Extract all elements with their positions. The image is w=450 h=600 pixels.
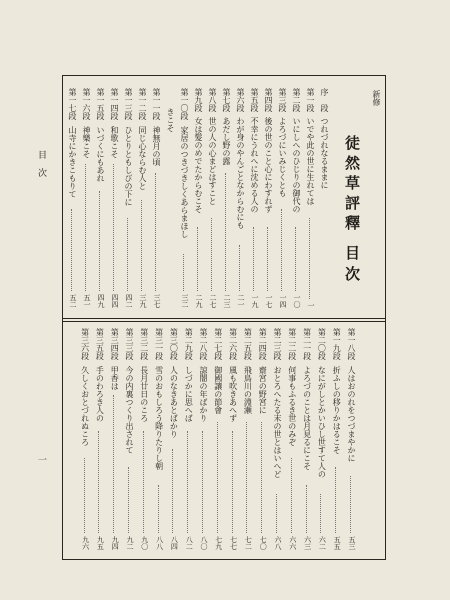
entry-label: 第二三段 — [273, 328, 282, 360]
leader-dots — [291, 458, 293, 533]
entry-title: よろづのことは月見るにこそ — [302, 366, 312, 470]
entry-label: 第三三段 — [125, 328, 134, 360]
entry-title: 長月廿日のころ — [139, 366, 149, 422]
leader-dots — [187, 431, 189, 533]
leader-dots — [143, 431, 145, 533]
entry-label: 第二四段 — [258, 328, 268, 360]
entry-page: 三九 — [139, 294, 147, 308]
entry-page: 二一 — [237, 294, 245, 308]
entry-label: 第九段 — [194, 88, 203, 112]
entry-page: 五三 — [348, 536, 356, 550]
entry-label: 第一七段 — [68, 88, 77, 120]
leader-dots — [113, 164, 115, 291]
section-divider — [62, 318, 386, 319]
entry-page: 六二 — [318, 536, 327, 550]
leader-dots — [246, 422, 248, 533]
entry-page: 三七 — [153, 294, 161, 308]
leader-dots — [155, 173, 157, 291]
entry-page: 五五 — [333, 536, 342, 550]
entry-label: 第二五段 — [243, 328, 253, 360]
entry-page: 九四 — [111, 536, 120, 550]
entry-page: 四二 — [125, 294, 133, 308]
section-divider-thin — [62, 321, 386, 322]
entry-title: 人はおのれをつづまやかに — [347, 366, 356, 462]
entry-label: 第一〇段 — [180, 88, 189, 120]
entry-title: いにしへのひじりの御代の — [292, 117, 301, 213]
entry-label: 第一八段 — [347, 328, 356, 360]
entry-title: 同じ心ならむ人と — [138, 126, 147, 190]
entry-page: 五二 — [69, 294, 77, 308]
entry-label: 第一五段 — [96, 88, 105, 120]
entry-label: 第三四段 — [110, 328, 120, 360]
contents-heading: 目次 — [343, 245, 361, 287]
entry-title: いづくにもあれ — [96, 126, 105, 182]
leader-dots — [225, 173, 227, 291]
leader-dots — [335, 467, 337, 533]
entry-label: 第三六段 — [80, 328, 90, 360]
book-title: 徒然草評釋 — [343, 135, 361, 235]
leader-dots — [85, 164, 87, 291]
entry-page: 四四 — [111, 294, 119, 308]
entry-label: 第七段 — [222, 88, 231, 112]
entry-label: 第二八段 — [199, 328, 208, 360]
leader-dots — [158, 485, 160, 533]
leader-dots — [128, 467, 130, 533]
entry-label: 第四段 — [264, 88, 273, 112]
entry-label: 第二二段 — [287, 328, 297, 360]
entry-label: 第三段 — [278, 88, 287, 112]
entry-page: 一四 — [279, 294, 287, 308]
entry-label: 第一二段 — [138, 88, 147, 120]
entry-page: 四九 — [97, 294, 105, 308]
entry-page: 八八 — [155, 536, 164, 550]
entry-title: 雪のおもしろう降りたりし朝 — [154, 366, 164, 470]
entry-label: 第二段 — [292, 88, 301, 112]
page-number: 一 — [36, 455, 46, 464]
leader-dots — [211, 218, 213, 291]
entry-label: 第二七段 — [213, 328, 223, 360]
entry-label: 第六段 — [236, 88, 245, 112]
entry-title: きこそ — [166, 108, 175, 132]
entry-title: わが身のやんごとなからむにも — [236, 117, 245, 229]
entry-label: 第三一段 — [154, 328, 164, 360]
entry-page: 七九 — [214, 536, 223, 550]
entry-title: なにがしとかいひし世すて人の — [317, 366, 327, 478]
running-head: 目 次 — [36, 150, 46, 177]
leader-dots — [261, 422, 263, 533]
entry-page: 七二 — [244, 536, 253, 550]
entry-page: 二九 — [195, 294, 203, 308]
entry-title: 風も吹きあへず — [228, 366, 238, 422]
entry-title: 御國讓の節會 — [213, 366, 223, 414]
entry-label: 第三五段 — [95, 328, 105, 360]
entry-title: 人のなきあとばかり — [169, 366, 179, 438]
entry-title: 不幸にうれへに沈める人の — [250, 117, 259, 213]
entry-label: 第一六段 — [82, 88, 91, 120]
leader-dots — [267, 227, 269, 291]
entry-title: 諒闇の年ばかり — [199, 366, 208, 422]
entry-label: 第一段 — [306, 88, 315, 112]
entry-label: 第二六段 — [228, 328, 238, 360]
leader-dots — [113, 395, 115, 533]
leader-dots — [350, 476, 352, 533]
entry-label: 第八段 — [208, 88, 217, 112]
leader-dots — [202, 431, 204, 533]
entry-title: 手のわろき人の — [95, 366, 105, 422]
entry-page: 七七 — [229, 536, 238, 550]
leader-dots — [281, 209, 283, 291]
leader-dots — [253, 227, 255, 291]
leader-dots — [71, 209, 73, 291]
entry-page: 八二 — [185, 536, 194, 550]
entry-label: 第一一段 — [152, 88, 161, 120]
entry-label: 第二九段 — [184, 328, 194, 360]
entry-title: 甲香は — [110, 366, 120, 390]
entry-title: 折ふしの移りかはるこそ — [332, 366, 342, 454]
leader-dots — [84, 458, 86, 533]
entry-page: 八四 — [170, 536, 179, 550]
entry-title: 後の世のこと心にわすれず — [264, 117, 273, 213]
leader-dots — [295, 227, 297, 291]
entry-page: 九〇 — [140, 536, 149, 550]
leader-dots — [320, 494, 322, 533]
entry-page: 一〇 — [293, 294, 301, 308]
leader-dots — [99, 191, 101, 291]
leader-dots — [197, 227, 199, 291]
entry-label: 第一四段 — [110, 88, 119, 120]
leader-dots — [232, 431, 234, 533]
entry-page: 五一 — [83, 294, 91, 308]
entry-page: 九二 — [126, 536, 134, 550]
entry-title: 世の人の心まどはすこと — [208, 117, 217, 205]
title-prefix: 新修 — [372, 90, 381, 106]
entry-label: 第五段 — [250, 88, 259, 112]
entry-title: よろづにいみじくとも — [278, 117, 287, 197]
entry-page: 六三 — [303, 536, 312, 550]
entry-title: 飛鳥川の淵瀬 — [243, 366, 253, 414]
entry-page: 八〇 — [200, 536, 208, 550]
entry-page: 一九 — [251, 294, 259, 308]
entry-label: 第三〇段 — [169, 328, 179, 360]
entry-page: 六八 — [274, 536, 282, 550]
entry-page: 二七 — [209, 294, 217, 308]
entry-page: 七〇 — [259, 536, 268, 550]
leader-dots — [98, 431, 100, 533]
entry-page: 二三 — [223, 294, 231, 308]
entry-title: 神樂こそ — [82, 126, 91, 158]
entry-title: 今の内裏つくり出されて — [125, 366, 134, 454]
leader-dots — [127, 218, 129, 291]
entry-label: 第一九段 — [332, 328, 342, 360]
entry-title: 家居のつきづきしくあらまほし — [180, 126, 189, 238]
leader-dots — [141, 200, 143, 291]
entry-title: 久しくおとづれぬころ — [80, 366, 90, 446]
entry-title: いでや此の世に生れては — [306, 117, 315, 205]
entry-label: 第三二段 — [139, 328, 149, 360]
entry-title: 齋宮の野宮に — [258, 366, 268, 414]
leader-dots — [217, 422, 219, 533]
entry-title: 山寺にかきこもりて — [68, 126, 77, 198]
entry-label: 第一三段 — [124, 88, 133, 120]
leader-dots — [172, 449, 174, 533]
leader-dots — [306, 485, 308, 533]
entry-title: しづかに思へば — [184, 366, 194, 422]
leader-dots — [183, 254, 185, 291]
entry-label: 序 段 — [320, 88, 329, 112]
entry-page: 三二 — [181, 294, 189, 308]
entry-title: 神無月の頃 — [152, 126, 161, 166]
entry-title: ひとりともしびの下に — [124, 126, 133, 206]
leader-dots — [239, 245, 241, 291]
entry-title: 和歌こそ — [110, 126, 119, 158]
entry-title: おとろへたる末の世とはいへど — [273, 366, 282, 478]
entry-label: 第二一段 — [302, 328, 312, 360]
entry-label: 第二〇段 — [317, 328, 327, 360]
leader-dots — [309, 218, 311, 299]
entry-page: 一七 — [265, 294, 273, 308]
entry-title: 女は髪のめでたからむこそ — [194, 117, 203, 213]
entry-page: 六六 — [288, 536, 297, 550]
entry-title: あだし野の露 — [222, 117, 231, 165]
entry-page: 一 — [307, 302, 315, 309]
entry-page: 九六 — [81, 536, 90, 550]
leader-dots — [276, 494, 278, 533]
entry-title: つれづれなるままに — [320, 117, 329, 189]
entry-page: 九五 — [96, 536, 105, 550]
entry-title: 何事もふるき世のみぞ — [287, 366, 297, 446]
